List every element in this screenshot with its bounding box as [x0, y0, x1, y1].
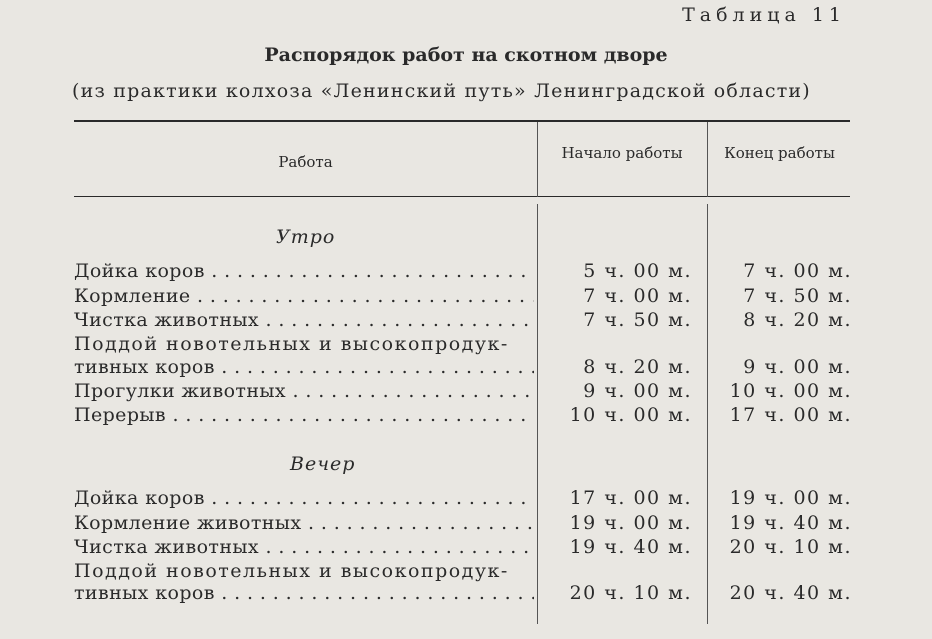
- row-end: 10 ч. 00 м.: [729, 380, 852, 402]
- row-end: 17 ч. 00 м.: [729, 404, 852, 426]
- row-work: Чистка животных . . .: [74, 309, 534, 331]
- table-number: Таблица 11: [682, 4, 846, 26]
- row-end: 7 ч. 50 м.: [743, 285, 852, 307]
- table-subtitle: (из практики колхоза «Ленинский путь» Ленинградской области): [72, 80, 811, 102]
- row-work: Чистка животных . . .: [74, 536, 534, 558]
- table-row: [74, 536, 854, 560]
- row-end: 7 ч. 00 м.: [743, 260, 852, 282]
- row-end: 9 ч. 00 м.: [743, 356, 852, 378]
- row-work: Прогулки животных . . .: [74, 380, 534, 402]
- row-work: Кормление животных . . .: [74, 512, 534, 534]
- row-end: 8 ч. 20 м.: [743, 309, 852, 331]
- row-work: Дойка коров . . .: [74, 487, 534, 509]
- row-start: 10 ч. 00 м.: [569, 404, 692, 426]
- header-start: Начало работы: [561, 144, 683, 162]
- row-end: 20 ч. 40 м.: [729, 582, 852, 604]
- table-row: [74, 380, 854, 404]
- row-work-line1: Поддой новотельных и высокопродук-: [74, 333, 509, 355]
- table-row-continuation: [74, 560, 854, 584]
- section-label-evening: Вечер: [290, 453, 356, 475]
- row-work: Кормление . . .: [74, 285, 534, 307]
- row-start: 20 ч. 10 м.: [569, 582, 692, 604]
- top-rule: [74, 120, 850, 122]
- table-row: [74, 260, 854, 284]
- row-work: тивных коров . . .: [74, 582, 534, 604]
- header-work: Работа: [278, 153, 333, 171]
- table-title: Распорядок работ на скотном дворе: [264, 44, 668, 66]
- table-row: [74, 487, 854, 511]
- row-work-line1: Поддой новотельных и высокопродук-: [74, 560, 509, 582]
- header-end: Конец работы: [724, 144, 835, 162]
- row-start: 7 ч. 50 м.: [583, 309, 692, 331]
- table-row-continuation: [74, 333, 854, 357]
- header-rule: [74, 196, 850, 197]
- row-work: тивных коров . . .: [74, 356, 534, 378]
- row-start: 5 ч. 00 м.: [583, 260, 692, 282]
- row-start: 7 ч. 00 м.: [583, 285, 692, 307]
- table-row: [74, 582, 854, 606]
- row-start: 8 ч. 20 м.: [583, 356, 692, 378]
- row-start: 17 ч. 00 м.: [569, 487, 692, 509]
- row-start: 19 ч. 40 м.: [569, 536, 692, 558]
- table-row: [74, 285, 854, 309]
- table-row: [74, 404, 854, 428]
- table-row: [74, 356, 854, 380]
- row-start: 9 ч. 00 м.: [583, 380, 692, 402]
- row-work: Дойка коров . . .: [74, 260, 534, 282]
- table-row: [74, 309, 854, 333]
- row-work: Перерыв . . .: [74, 404, 534, 426]
- row-start: 19 ч. 00 м.: [569, 512, 692, 534]
- table-row: [74, 512, 854, 536]
- row-end: 20 ч. 10 м.: [729, 536, 852, 558]
- row-end: 19 ч. 40 м.: [729, 512, 852, 534]
- row-end: 19 ч. 00 м.: [729, 487, 852, 509]
- section-label-morning: Утро: [276, 226, 336, 248]
